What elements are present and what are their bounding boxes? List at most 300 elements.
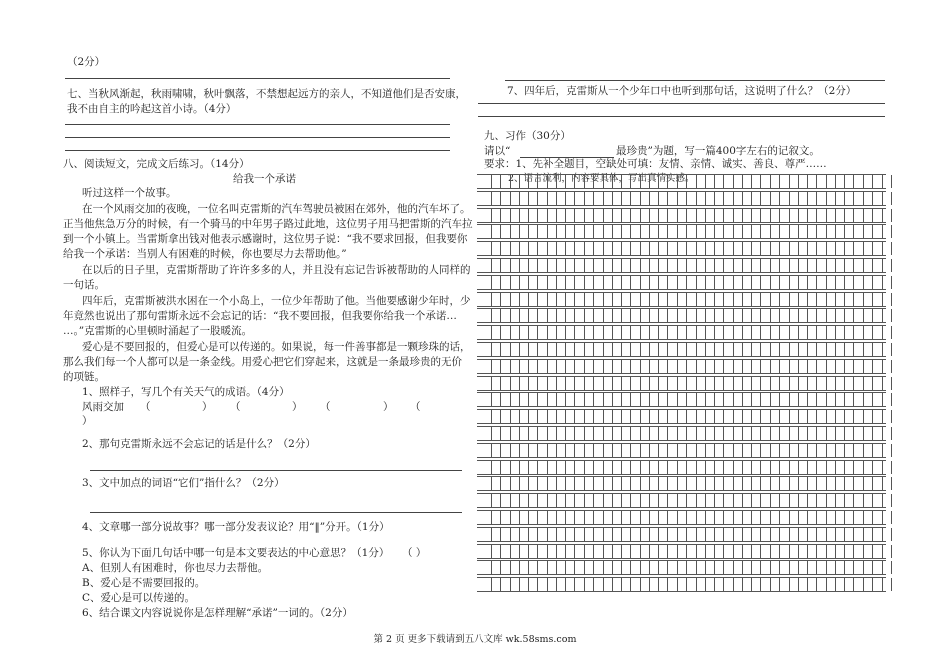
grid-cell[interactable] xyxy=(565,192,575,205)
grid-cell[interactable] xyxy=(733,461,743,474)
grid-cell[interactable] xyxy=(789,276,799,289)
grid-cell[interactable] xyxy=(640,511,650,524)
grid-cell[interactable] xyxy=(584,477,594,490)
grid-cell[interactable] xyxy=(621,427,631,440)
grid-row[interactable] xyxy=(477,460,886,475)
grid-cell[interactable] xyxy=(807,393,817,406)
grid-cell[interactable] xyxy=(640,293,650,306)
grid-cell[interactable] xyxy=(621,494,631,507)
grid-cell[interactable] xyxy=(510,511,520,524)
grid-cell[interactable] xyxy=(528,192,538,205)
grid-row[interactable] xyxy=(477,241,886,256)
grid-cell[interactable] xyxy=(640,528,650,541)
grid-cell[interactable] xyxy=(696,427,706,440)
grid-cell[interactable] xyxy=(882,561,892,574)
grid-cell[interactable] xyxy=(491,326,501,339)
grid-cell[interactable] xyxy=(584,276,594,289)
grid-cell[interactable] xyxy=(826,427,836,440)
grid-cell[interactable] xyxy=(584,427,594,440)
grid-cell[interactable] xyxy=(658,192,668,205)
writing-grid[interactable] xyxy=(477,174,886,592)
grid-cell[interactable] xyxy=(565,578,575,591)
grid-cell[interactable] xyxy=(789,477,799,490)
grid-cell[interactable] xyxy=(658,578,668,591)
grid-cell[interactable] xyxy=(807,326,817,339)
grid-cell[interactable] xyxy=(751,511,761,524)
grid-cell[interactable] xyxy=(547,259,557,272)
grid-cell[interactable] xyxy=(547,326,557,339)
grid-cell[interactable] xyxy=(510,444,520,457)
grid-cell[interactable] xyxy=(844,209,854,222)
grid-cell[interactable] xyxy=(584,175,594,188)
grid-cell[interactable] xyxy=(677,377,687,390)
grid-cell[interactable] xyxy=(491,276,501,289)
grid-cell[interactable] xyxy=(714,309,724,322)
grid-cell[interactable] xyxy=(677,528,687,541)
grid-cell[interactable] xyxy=(863,259,873,272)
grid-cell[interactable] xyxy=(844,545,854,558)
grid-cell[interactable] xyxy=(621,343,631,356)
grid-cell[interactable] xyxy=(603,225,613,238)
grid-cell[interactable] xyxy=(547,293,557,306)
grid-cell[interactable] xyxy=(528,444,538,457)
grid-cell[interactable] xyxy=(677,175,687,188)
grid-cell[interactable] xyxy=(547,461,557,474)
grid-cell[interactable] xyxy=(658,326,668,339)
grid-cell[interactable] xyxy=(863,209,873,222)
blank-paren[interactable]: （ xyxy=(320,401,331,413)
grid-cell[interactable] xyxy=(714,259,724,272)
grid-cell[interactable] xyxy=(584,309,594,322)
grid-cell[interactable] xyxy=(510,561,520,574)
grid-cell[interactable] xyxy=(807,427,817,440)
grid-cell[interactable] xyxy=(565,175,575,188)
grid-cell[interactable] xyxy=(882,528,892,541)
grid-cell[interactable] xyxy=(603,242,613,255)
grid-cell[interactable] xyxy=(621,225,631,238)
grid-cell[interactable] xyxy=(807,360,817,373)
grid-cell[interactable] xyxy=(882,276,892,289)
grid-cell[interactable] xyxy=(510,326,520,339)
grid-cell[interactable] xyxy=(696,242,706,255)
grid-cell[interactable] xyxy=(882,410,892,423)
grid-cell[interactable] xyxy=(733,377,743,390)
grid-cell[interactable] xyxy=(603,511,613,524)
grid-cell[interactable] xyxy=(863,293,873,306)
grid-cell[interactable] xyxy=(565,528,575,541)
grid-cell[interactable] xyxy=(789,461,799,474)
grid-cell[interactable] xyxy=(510,192,520,205)
grid-cell[interactable] xyxy=(696,377,706,390)
grid-cell[interactable] xyxy=(565,427,575,440)
grid-cell[interactable] xyxy=(621,528,631,541)
grid-cell[interactable] xyxy=(621,477,631,490)
grid-cell[interactable] xyxy=(658,377,668,390)
grid-cell[interactable] xyxy=(844,477,854,490)
grid-cell[interactable] xyxy=(491,377,501,390)
grid-cell[interactable] xyxy=(882,225,892,238)
grid-cell[interactable] xyxy=(789,561,799,574)
grid-cell[interactable] xyxy=(510,377,520,390)
grid-cell[interactable] xyxy=(807,175,817,188)
grid-cell[interactable] xyxy=(584,225,594,238)
grid-cell[interactable] xyxy=(844,377,854,390)
blank-paren[interactable]: （ xyxy=(140,401,151,413)
grid-cell[interactable] xyxy=(789,528,799,541)
grid-cell[interactable] xyxy=(807,477,817,490)
grid-cell[interactable] xyxy=(696,343,706,356)
grid-cell[interactable] xyxy=(510,293,520,306)
grid-cell[interactable] xyxy=(677,393,687,406)
grid-cell[interactable] xyxy=(528,293,538,306)
grid-cell[interactable] xyxy=(640,259,650,272)
grid-cell[interactable] xyxy=(714,242,724,255)
answer-line[interactable] xyxy=(478,103,885,104)
grid-cell[interactable] xyxy=(547,427,557,440)
grid-cell[interactable] xyxy=(658,461,668,474)
grid-cell[interactable] xyxy=(491,545,501,558)
grid-cell[interactable] xyxy=(547,545,557,558)
grid-cell[interactable] xyxy=(528,175,538,188)
grid-cell[interactable] xyxy=(603,427,613,440)
grid-cell[interactable] xyxy=(882,545,892,558)
grid-cell[interactable] xyxy=(547,242,557,255)
grid-cell[interactable] xyxy=(621,444,631,457)
grid-cell[interactable] xyxy=(863,225,873,238)
grid-cell[interactable] xyxy=(807,528,817,541)
grid-cell[interactable] xyxy=(696,326,706,339)
grid-cell[interactable] xyxy=(491,477,501,490)
grid-cell[interactable] xyxy=(510,343,520,356)
grid-cell[interactable] xyxy=(714,461,724,474)
grid-cell[interactable] xyxy=(770,192,780,205)
grid-cell[interactable] xyxy=(714,276,724,289)
grid-cell[interactable] xyxy=(826,528,836,541)
grid-cell[interactable] xyxy=(882,309,892,322)
grid-cell[interactable] xyxy=(510,461,520,474)
grid-cell[interactable] xyxy=(658,545,668,558)
grid-cell[interactable] xyxy=(807,225,817,238)
grid-row[interactable] xyxy=(477,426,886,441)
grid-cell[interactable] xyxy=(826,511,836,524)
grid-cell[interactable] xyxy=(751,377,761,390)
grid-cell[interactable] xyxy=(621,326,631,339)
grid-cell[interactable] xyxy=(528,410,538,423)
grid-cell[interactable] xyxy=(826,209,836,222)
grid-cell[interactable] xyxy=(565,545,575,558)
grid-cell[interactable] xyxy=(677,360,687,373)
grid-cell[interactable] xyxy=(528,276,538,289)
grid-cell[interactable] xyxy=(565,276,575,289)
grid-cell[interactable] xyxy=(826,410,836,423)
grid-cell[interactable] xyxy=(770,494,780,507)
grid-cell[interactable] xyxy=(677,225,687,238)
grid-cell[interactable] xyxy=(565,444,575,457)
grid-cell[interactable] xyxy=(789,225,799,238)
grid-cell[interactable] xyxy=(584,578,594,591)
grid-cell[interactable] xyxy=(640,410,650,423)
grid-cell[interactable] xyxy=(807,444,817,457)
grid-cell[interactable] xyxy=(603,276,613,289)
grid-cell[interactable] xyxy=(863,545,873,558)
grid-cell[interactable] xyxy=(751,276,761,289)
grid-cell[interactable] xyxy=(603,175,613,188)
grid-cell[interactable] xyxy=(863,360,873,373)
grid-cell[interactable] xyxy=(491,511,501,524)
grid-cell[interactable] xyxy=(789,545,799,558)
grid-cell[interactable] xyxy=(807,259,817,272)
grid-cell[interactable] xyxy=(565,259,575,272)
grid-row[interactable] xyxy=(477,174,886,189)
grid-cell[interactable] xyxy=(733,175,743,188)
blank-paren[interactable]: （ xyxy=(410,401,421,413)
grid-cell[interactable] xyxy=(547,561,557,574)
grid-cell[interactable] xyxy=(547,444,557,457)
grid-cell[interactable] xyxy=(510,209,520,222)
grid-cell[interactable] xyxy=(658,427,668,440)
grid-cell[interactable] xyxy=(696,528,706,541)
grid-row[interactable] xyxy=(477,392,886,407)
grid-cell[interactable] xyxy=(844,494,854,507)
grid-cell[interactable] xyxy=(640,276,650,289)
grid-cell[interactable] xyxy=(844,276,854,289)
grid-row[interactable] xyxy=(477,191,886,206)
grid-cell[interactable] xyxy=(733,578,743,591)
grid-cell[interactable] xyxy=(491,528,501,541)
grid-cell[interactable] xyxy=(528,545,538,558)
grid-cell[interactable] xyxy=(584,343,594,356)
grid-row[interactable] xyxy=(477,325,886,340)
grid-cell[interactable] xyxy=(603,209,613,222)
grid-cell[interactable] xyxy=(807,377,817,390)
grid-cell[interactable] xyxy=(789,192,799,205)
grid-cell[interactable] xyxy=(640,242,650,255)
grid-cell[interactable] xyxy=(528,225,538,238)
grid-row[interactable] xyxy=(477,443,886,458)
grid-cell[interactable] xyxy=(807,343,817,356)
grid-cell[interactable] xyxy=(714,444,724,457)
grid-cell[interactable] xyxy=(882,511,892,524)
grid-cell[interactable] xyxy=(751,545,761,558)
grid-cell[interactable] xyxy=(584,192,594,205)
grid-cell[interactable] xyxy=(770,393,780,406)
grid-row[interactable] xyxy=(477,476,886,491)
grid-cell[interactable] xyxy=(733,343,743,356)
grid-cell[interactable] xyxy=(528,377,538,390)
grid-cell[interactable] xyxy=(491,444,501,457)
grid-cell[interactable] xyxy=(603,545,613,558)
grid-cell[interactable] xyxy=(584,545,594,558)
answer-line[interactable] xyxy=(65,78,450,79)
grid-cell[interactable] xyxy=(696,293,706,306)
grid-cell[interactable] xyxy=(733,427,743,440)
grid-cell[interactable] xyxy=(603,444,613,457)
grid-cell[interactable] xyxy=(528,309,538,322)
grid-row[interactable] xyxy=(477,208,886,223)
grid-row[interactable] xyxy=(477,292,886,307)
grid-cell[interactable] xyxy=(565,461,575,474)
grid-row[interactable] xyxy=(477,560,886,575)
grid-cell[interactable] xyxy=(584,410,594,423)
grid-cell[interactable] xyxy=(751,410,761,423)
grid-cell[interactable] xyxy=(510,494,520,507)
grid-cell[interactable] xyxy=(677,410,687,423)
grid-cell[interactable] xyxy=(565,561,575,574)
grid-cell[interactable] xyxy=(770,225,780,238)
grid-cell[interactable] xyxy=(640,343,650,356)
grid-cell[interactable] xyxy=(789,293,799,306)
blank-paren[interactable]: （ xyxy=(230,401,241,413)
grid-cell[interactable] xyxy=(882,175,892,188)
grid-cell[interactable] xyxy=(621,410,631,423)
grid-cell[interactable] xyxy=(826,192,836,205)
grid-cell[interactable] xyxy=(658,561,668,574)
grid-cell[interactable] xyxy=(658,209,668,222)
grid-cell[interactable] xyxy=(677,427,687,440)
grid-cell[interactable] xyxy=(789,444,799,457)
grid-cell[interactable] xyxy=(807,309,817,322)
grid-row[interactable] xyxy=(477,577,886,592)
grid-cell[interactable] xyxy=(751,393,761,406)
grid-cell[interactable] xyxy=(882,242,892,255)
grid-cell[interactable] xyxy=(584,393,594,406)
grid-cell[interactable] xyxy=(491,343,501,356)
grid-cell[interactable] xyxy=(677,192,687,205)
grid-cell[interactable] xyxy=(677,242,687,255)
grid-cell[interactable] xyxy=(844,293,854,306)
grid-cell[interactable] xyxy=(789,259,799,272)
grid-cell[interactable] xyxy=(677,494,687,507)
grid-cell[interactable] xyxy=(491,410,501,423)
grid-cell[interactable] xyxy=(714,293,724,306)
grid-cell[interactable] xyxy=(733,393,743,406)
grid-cell[interactable] xyxy=(882,377,892,390)
grid-cell[interactable] xyxy=(751,242,761,255)
grid-cell[interactable] xyxy=(658,360,668,373)
grid-cell[interactable] xyxy=(844,225,854,238)
grid-cell[interactable] xyxy=(658,259,668,272)
grid-cell[interactable] xyxy=(621,545,631,558)
grid-cell[interactable] xyxy=(751,309,761,322)
grid-cell[interactable] xyxy=(826,377,836,390)
grid-cell[interactable] xyxy=(882,259,892,272)
grid-cell[interactable] xyxy=(491,427,501,440)
grid-cell[interactable] xyxy=(751,528,761,541)
grid-cell[interactable] xyxy=(789,511,799,524)
grid-cell[interactable] xyxy=(826,461,836,474)
grid-cell[interactable] xyxy=(863,444,873,457)
grid-cell[interactable] xyxy=(528,511,538,524)
grid-row[interactable] xyxy=(477,376,886,391)
subq5-answer-paren[interactable]: （ ） xyxy=(402,547,427,559)
grid-cell[interactable] xyxy=(751,578,761,591)
answer-line[interactable] xyxy=(65,150,450,151)
grid-cell[interactable] xyxy=(696,360,706,373)
grid-cell[interactable] xyxy=(547,343,557,356)
grid-cell[interactable] xyxy=(640,192,650,205)
grid-cell[interactable] xyxy=(863,309,873,322)
grid-cell[interactable] xyxy=(491,561,501,574)
grid-cell[interactable] xyxy=(770,209,780,222)
grid-cell[interactable] xyxy=(863,528,873,541)
grid-cell[interactable] xyxy=(510,309,520,322)
grid-cell[interactable] xyxy=(882,192,892,205)
grid-cell[interactable] xyxy=(863,242,873,255)
grid-cell[interactable] xyxy=(677,209,687,222)
grid-row[interactable] xyxy=(477,224,886,239)
grid-cell[interactable] xyxy=(751,561,761,574)
grid-cell[interactable] xyxy=(696,444,706,457)
grid-cell[interactable] xyxy=(733,528,743,541)
grid-cell[interactable] xyxy=(714,192,724,205)
grid-cell[interactable] xyxy=(677,461,687,474)
grid-cell[interactable] xyxy=(528,427,538,440)
grid-cell[interactable] xyxy=(770,326,780,339)
grid-cell[interactable] xyxy=(696,175,706,188)
grid-cell[interactable] xyxy=(807,242,817,255)
grid-cell[interactable] xyxy=(770,293,780,306)
grid-cell[interactable] xyxy=(844,511,854,524)
grid-cell[interactable] xyxy=(807,209,817,222)
grid-cell[interactable] xyxy=(603,477,613,490)
grid-cell[interactable] xyxy=(696,192,706,205)
grid-cell[interactable] xyxy=(826,444,836,457)
grid-cell[interactable] xyxy=(528,343,538,356)
grid-cell[interactable] xyxy=(751,494,761,507)
grid-row[interactable] xyxy=(477,308,886,323)
grid-cell[interactable] xyxy=(491,578,501,591)
grid-cell[interactable] xyxy=(863,326,873,339)
grid-cell[interactable] xyxy=(751,293,761,306)
grid-cell[interactable] xyxy=(714,427,724,440)
grid-cell[interactable] xyxy=(621,461,631,474)
answer-line[interactable] xyxy=(90,512,462,513)
grid-cell[interactable] xyxy=(603,393,613,406)
grid-cell[interactable] xyxy=(528,461,538,474)
grid-cell[interactable] xyxy=(584,360,594,373)
grid-cell[interactable] xyxy=(677,259,687,272)
grid-cell[interactable] xyxy=(733,326,743,339)
grid-cell[interactable] xyxy=(696,561,706,574)
grid-cell[interactable] xyxy=(547,410,557,423)
grid-row[interactable] xyxy=(477,359,886,374)
grid-cell[interactable] xyxy=(733,192,743,205)
grid-cell[interactable] xyxy=(640,578,650,591)
blank-paren[interactable]: ） xyxy=(292,401,303,413)
grid-cell[interactable] xyxy=(621,293,631,306)
grid-cell[interactable] xyxy=(584,444,594,457)
grid-row[interactable] xyxy=(477,544,886,559)
grid-cell[interactable] xyxy=(603,410,613,423)
grid-cell[interactable] xyxy=(658,477,668,490)
grid-cell[interactable] xyxy=(751,225,761,238)
grid-cell[interactable] xyxy=(807,410,817,423)
grid-cell[interactable] xyxy=(547,276,557,289)
grid-cell[interactable] xyxy=(863,393,873,406)
grid-cell[interactable] xyxy=(528,393,538,406)
grid-cell[interactable] xyxy=(547,511,557,524)
grid-cell[interactable] xyxy=(696,393,706,406)
grid-cell[interactable] xyxy=(640,377,650,390)
grid-cell[interactable] xyxy=(844,427,854,440)
grid-cell[interactable] xyxy=(770,578,780,591)
grid-cell[interactable] xyxy=(770,377,780,390)
grid-cell[interactable] xyxy=(863,377,873,390)
grid-cell[interactable] xyxy=(696,410,706,423)
grid-cell[interactable] xyxy=(547,209,557,222)
grid-cell[interactable] xyxy=(621,578,631,591)
grid-cell[interactable] xyxy=(770,545,780,558)
